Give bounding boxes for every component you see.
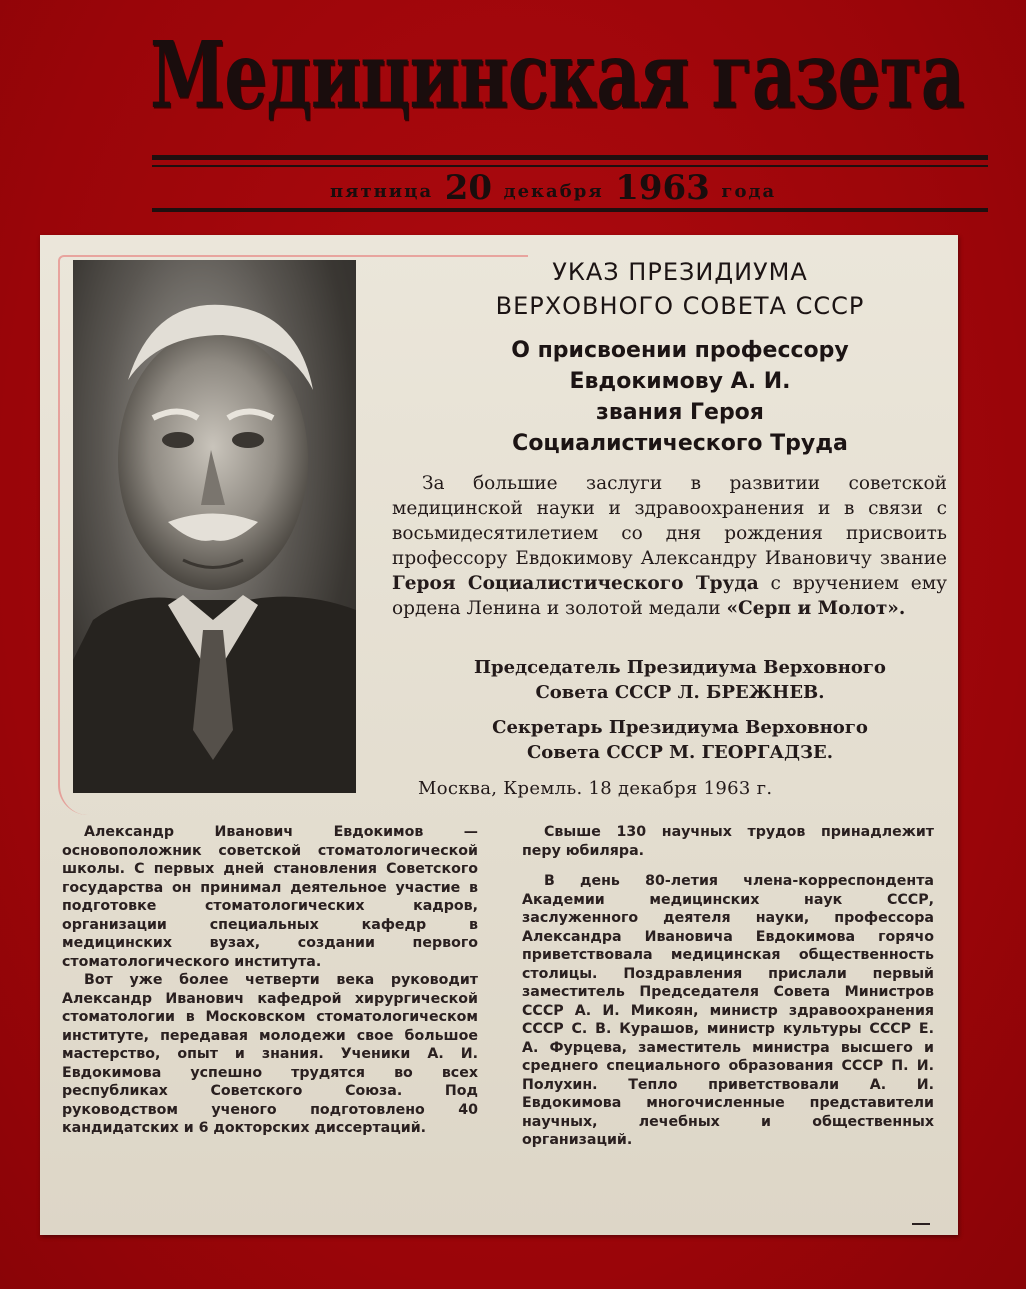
article-paragraph: Вот уже более четверти века руководит Александр Иванович кафедрой хирургической стоматологии в Московском стоматологическом институте, передавая молодежи свое большое мастерство, опыт и знания. Ученики А. И. Евдокимова успешно трудятся во всех республиках Советского Союза. Под руководством ученого подготовлено 40 кандидатских и 6 докторских диссертаций. bbox=[62, 972, 478, 1136]
article-column-right bbox=[522, 823, 934, 1150]
issue-day: 20 bbox=[444, 168, 493, 208]
article-paragraph: В день 80-летия члена-корреспондента Академии медицинских наук СССР, заслуженного деятеля науки, профессора Александра Ивановича Евдокимова горячо приветствовала медицинская общественность столицы. Поздравления прислали первый заместитель Председателя Совета Министров СССР А. И. Микоян, министр здравоохранения СССР С. В. Курашов, министр культуры СССР Е. А. Фурцева, заместитель министра высшего и среднего специального образования СССР П. И. Полухин. Тепло приветствовали А. И. Евдокимова многочисленные представители научных, лечебных и общественных организаций. bbox=[522, 873, 934, 1148]
signature-chairman-line1: Председатель Президиума Верховного bbox=[474, 657, 886, 678]
issue-date bbox=[330, 168, 950, 208]
masthead-rule-top bbox=[152, 155, 988, 160]
signature-chairman-line2: Совета СССР Л. БРЕЖНЕВ. bbox=[535, 682, 825, 703]
issue-year-word: года bbox=[721, 181, 777, 202]
decree-subject bbox=[410, 335, 950, 459]
portrait-photo bbox=[73, 260, 356, 793]
newspaper-clipping bbox=[40, 235, 958, 1235]
decree-subject-line1: О присвоении профессору bbox=[511, 338, 849, 363]
issue-year: 1963 bbox=[615, 168, 710, 208]
portrait-illustration bbox=[73, 260, 356, 793]
decree-place-date: Москва, Кремль. 18 декабря 1963 г. bbox=[418, 778, 773, 799]
decree-text bbox=[392, 471, 947, 621]
decree-header bbox=[410, 255, 950, 459]
issue-weekday: пятница bbox=[330, 181, 434, 202]
decree-subject-line2: Евдокимову А. И. bbox=[569, 369, 791, 394]
decree-subject-line3: звания Героя bbox=[596, 400, 764, 425]
issue-month: декабря bbox=[503, 181, 604, 202]
decree-text-bold1: Героя Социалистического Труда bbox=[392, 573, 759, 594]
newspaper-masthead bbox=[150, 21, 990, 220]
decree-heading-line2: ВЕРХОВНОГО СОВЕТА СССР bbox=[495, 292, 865, 320]
signature-secretary bbox=[410, 715, 950, 765]
newspaper-title: Медицинская газета bbox=[150, 21, 964, 130]
masthead-rule-bottom bbox=[152, 208, 988, 212]
decree-text-part1: За большие заслуги в развитии советской медицинской науки и здравоохранения и в связи с восьмидесятилетием со дня рождения присвоить профессору Евдокимову Александру Ивановичу звание bbox=[392, 473, 947, 569]
masthead-rule-thin bbox=[152, 165, 988, 167]
signature-chairman bbox=[410, 655, 950, 705]
end-dash bbox=[912, 1223, 930, 1225]
article-paragraph: Свыше 130 научных трудов принадлежит перу юбиляра. bbox=[522, 824, 934, 859]
decree-text-part2: с вручением ему ордена Ленина и золотой медали bbox=[392, 573, 947, 619]
decree-subject-line4: Социалистического Труда bbox=[512, 431, 848, 456]
article-paragraph: Александр Иванович Евдокимов — основоположник советской стоматологической школы. С первых дней становления Советского государства он принимал деятельное участие в подготовке стоматологических кадров, организации специальных кафедр в медицинских вузах, создании первого стоматологического института. bbox=[62, 824, 478, 970]
signature-secretary-line1: Секретарь Президиума Верховного bbox=[492, 717, 868, 738]
article-column-left bbox=[62, 823, 478, 1138]
signature-secretary-line2: Совета СССР М. ГЕОРГАДЗЕ. bbox=[526, 742, 834, 763]
decree-heading-line1: УКАЗ ПРЕЗИДИУМА bbox=[552, 258, 808, 286]
decree-text-bold2: «Серп и Молот». bbox=[726, 598, 906, 619]
